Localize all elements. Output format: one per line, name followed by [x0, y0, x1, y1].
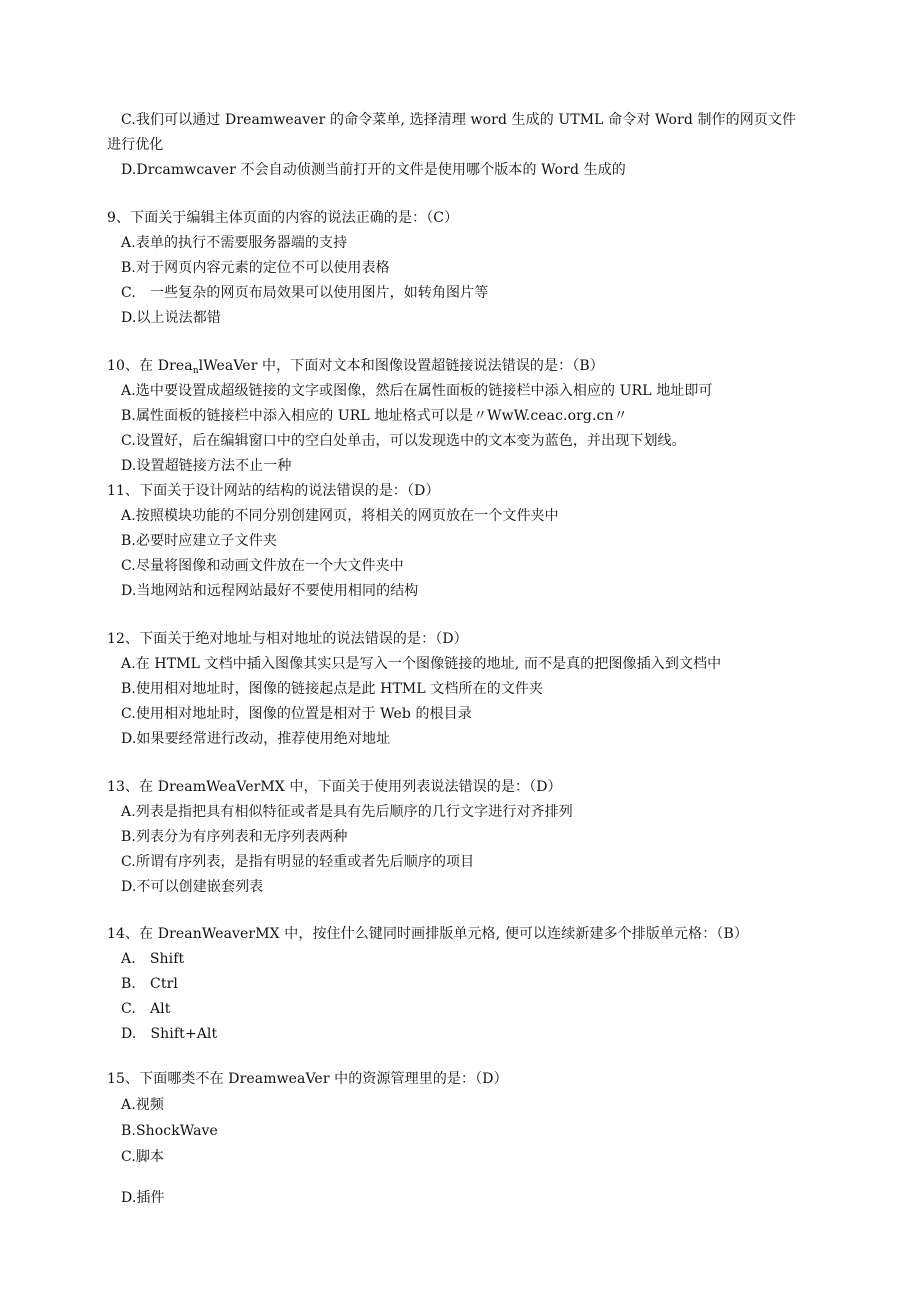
question-15-text: 15、下面哪类不在 DreamweaVer 中的资源管理里的是：（D） [107, 1071, 508, 1087]
question-14-option-b: B. Ctrl [121, 976, 178, 992]
question-10-subscript: n [192, 366, 199, 376]
question-12-option-a: A.在 HTML 文档中插入图像其实只是写入一个图像链接的地址, 而不是真的把图像插入到文档中 [121, 656, 722, 672]
question-13-text: 13、在 DreamWeaVerMX 中，下面关于使用列表说法错误的是：（D） [107, 779, 562, 795]
question-12-text: 12、下面关于绝对地址与相对地址的说法错误的是：（D） [107, 631, 468, 647]
question-13-option-b: B.列表分为有序列表和无序列表两种 [121, 829, 348, 845]
question-11-option-d: D.当地网站和远程网站最好不要使用相同的结构 [121, 583, 419, 599]
question-10-text [107, 356, 604, 381]
question-11-option-a: A.按照模块功能的不同分别创建网页，将相关的网页放在一个文件夹中 [121, 508, 559, 524]
question-14-option-a: A. Shift [121, 951, 185, 967]
question-12-option-d: D.如果要经常进行改动，推荐使用绝对地址 [121, 731, 391, 747]
question-15-option-d: D.插件 [121, 1190, 165, 1206]
question-11-option-b: B.必要时应建立子文件夹 [121, 533, 277, 549]
question-14-option-d: D. Shift+Alt [121, 1026, 218, 1042]
question-10-suffix: lWeaVer 中，下面对文本和图像设置超链接说法错误的是：（B） [198, 358, 604, 374]
q8-option-c-line1: C.我们可以通过 Dreamweaver 的命令菜单, 选择清理 word 生成的 UTML 命令对 Word 制作的网页文件 [121, 112, 797, 128]
question-15-option-a: A.视频 [121, 1097, 164, 1113]
q8-option-d: D.Drcamwcaver 不会自动侦测当前打开的文件是使用哪个版本的 Word 生成的 [121, 162, 626, 178]
question-10-option-a: A.选中要设置成超级链接的文字或图像，然后在属性面板的链接栏中添入相应的 URL 地址即可 [121, 383, 713, 399]
question-13-option-a: A.列表是指把具有相似特征或者是具有先后顺序的几行文字进行对齐排列 [121, 804, 573, 820]
question-9-text: 9、下面关于编辑主体页面的内容的说法正确的是：（C） [107, 210, 459, 226]
question-14-option-c: C. Alt [121, 1001, 171, 1017]
question-15-option-c: C.脚本 [121, 1149, 165, 1165]
question-15-option-b: B.ShockWave [121, 1123, 218, 1139]
question-11-text: 11、下面关于设计网站的结构的说法错误的是：（D） [107, 483, 440, 499]
question-11-option-c: C.尽量将图像和动画文件放在一个大文件夹中 [121, 558, 404, 574]
q8-option-c-line2: 进行优化 [107, 137, 164, 153]
question-9-option-c: C. 一些复杂的网页布局效果可以使用图片，如转角图片等 [121, 285, 489, 301]
question-10-option-c: C.设置好，后在编辑窗口中的空白处单击，可以发现选中的文本变为蓝色，并出现下划线。 [121, 433, 686, 449]
question-10-option-d: D.设置超链接方法不止一种 [121, 458, 292, 474]
question-13-option-c: C.所谓有序列表，是指有明显的轻重或者先后顺序的项目 [121, 854, 475, 870]
question-12-option-c: C.使用相对地址时，图像的位置是相对于 Web 的根目录 [121, 706, 472, 722]
question-10-option-b: B.属性面板的链接栏中添入相应的 URL 地址格式可以是〃WwW.ceac.org.cn〃 [121, 408, 628, 424]
question-14-text: 14、在 DreanWeaverMX 中，按住什么键同时画排版单元格, 便可以连续新建多个排版单元格：（B） [107, 926, 748, 942]
question-10-prefix: 10、在 Drea [107, 358, 193, 374]
question-9-option-d: D.以上说法都错 [121, 310, 221, 326]
question-13-option-d: D.不可以创建嵌套列表 [121, 879, 264, 895]
question-12-option-b: B.使用相对地址时，图像的链接起点是此 HTML 文档所在的文件夹 [121, 681, 544, 697]
question-9-option-b: B.对于网页内容元素的定位不可以使用表格 [121, 260, 390, 276]
question-9-option-a: A.表单的执行不需要服务器端的支持 [121, 235, 348, 251]
